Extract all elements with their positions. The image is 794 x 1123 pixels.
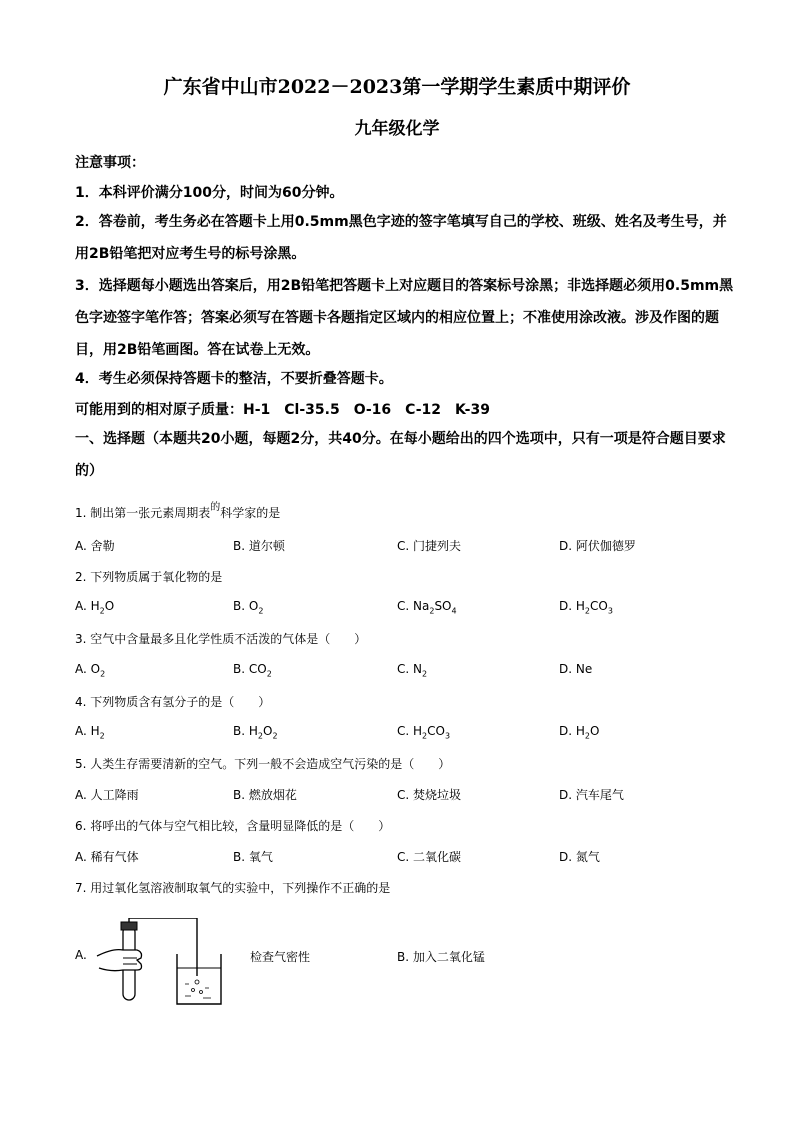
question-5: 5. 人类生存需要清新的空气。下列一般不会造成空气污染的是（ ） [75,757,451,771]
q5-option-d: D. 汽车尾气 [559,788,624,802]
q4-option-c: C. $H_2CO_3$ [397,724,451,741]
q2-option-a: A. $H_2O$ [75,599,115,616]
q5-option-b: B. 燃放烟花 [233,788,297,802]
q6-option-a: A. 稀有气体 [75,850,139,864]
question-6: 6. 将呼出的气体与空气相比较，含量明显降低的是（ ） [75,819,391,833]
q6-option-c: C. 二氧化碳 [397,850,462,864]
q5-option-a: A. 人工降雨 [75,788,139,802]
q1-option-b: B. 道尔顿 [233,539,285,553]
airtightness-check-figure [93,918,233,1008]
q1-option-d: D. 阿伏伽德罗 [559,539,636,553]
question-2: 2. 下列物质属于氧化物的是 [75,570,223,584]
question-7: 7. 用过氧化氢溶液制取氧气的实验中，下列操作不正确的是 [75,881,391,895]
notice-item-3: 3．选择题每小题选出答案后，用2B铅笔把答题卡上对应题目的答案标号涂黑；非选择题必须用0.5mm黑色字迹签字笔作答；答案必须写在答题卡各题指定区域内的相应位置上；不准使用涂改液。涉及作图的题目，用2B铅笔画图。答在试卷上无效。 [75,278,734,358]
question-4: 4. 下列物质含有氢分子的是（ ） [75,695,271,709]
q1-option-c: C. 门捷列夫 [397,539,462,553]
notice-heading: 注意事项： [75,155,145,171]
q4-option-d: D. $H_2O$ [559,724,600,741]
q7-option-a-letter: A. [75,948,87,962]
atomic-mass-line: 可能用到的相对原子质量：H-1 Cl-35.5 O-16 C-12 K-39 [75,402,490,418]
question-1-mark: 的 [210,502,221,513]
section-heading: 一、选择题（本题共20小题，每题2分，共40分。在每小题给出的四个选项中，只有一项是符合题目要求的） [75,431,726,479]
q3-option-b: B. $CO_2$ [233,662,272,679]
q1-option-a: A. 舍勒 [75,539,115,553]
exam-subtitle: 九年级化学 [354,119,440,139]
q6-option-d: D. 氮气 [559,850,600,864]
q2-option-b: B. $O_2$ [233,599,264,616]
notice-item-2: 2．答卷前，考生务必在答题卡上用0.5mm黑色字迹的签字笔填写自己的学校、班级、姓名及考生号，并用2B铅笔把对应考生号的标号涂黑。 [75,214,727,262]
notice-item-1: 1．本科评价满分100分，时间为60分钟。 [75,185,344,201]
question-3: 3. 空气中含量最多且化学性质不活泼的气体是（ ） [75,632,367,646]
q7-option-a-caption: 检查气密性 [250,950,311,964]
exam-title: 广东省中山市2022－2023第一学期学生素质中期评价 [163,76,631,98]
q2-option-c: C. $Na_2SO_4$ [397,599,457,616]
q5-option-c: C. 焚烧垃圾 [397,788,462,802]
notice-item-4: 4．考生必须保持答题卡的整洁，不要折叠答题卡。 [75,371,393,387]
q6-option-b: B. 氧气 [233,850,273,864]
q4-option-a: A. $H_2$ [75,724,105,741]
question-1 [75,504,280,521]
q2-option-d: D. $H_2CO_3$ [559,599,613,616]
question-1-stem-b: 科学家的是 [220,506,281,520]
q7-option-b: B. 加入二氧化锰 [397,950,485,964]
q3-option-d: D. Ne [559,662,593,676]
question-1-stem-a: 1. 制出第一张元素周期表 [75,506,211,520]
q4-option-b: B. $H_2O_2$ [233,724,278,741]
q3-option-a: A. $O_2$ [75,662,106,679]
q3-option-c: C. $N_2$ [397,662,428,679]
